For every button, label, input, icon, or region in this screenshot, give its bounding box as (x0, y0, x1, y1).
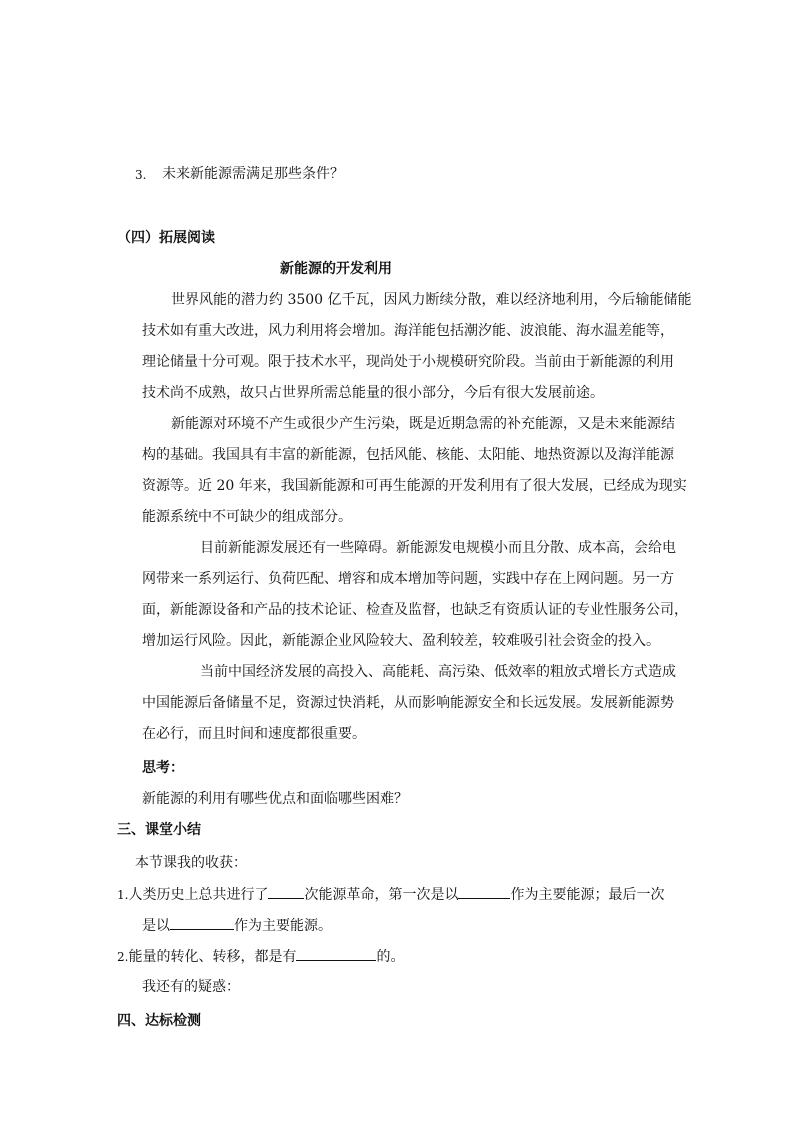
fill-blank-last-energy[interactable] (170, 915, 234, 930)
paragraph-line: 网带来一系列运行、负荷匹配、增容和成本增加等问题，实践中存在上网问题。另一方 (142, 571, 674, 587)
item-text: 次能源革命，第一次是以 (304, 887, 459, 903)
paragraph-line: 理论储量十分可观。限于技术水平，现尚处于小规模研究阶段。当前由于新能源的利用 (142, 354, 674, 370)
question-text: 未来新能源需满足那些条件？ (162, 166, 344, 182)
doubts-label: 我还有的疑惑： (142, 979, 240, 995)
paragraph-line: 构的基础。我国具有丰富的新能源，包括风能、核能、太阳能、地热资源以及海洋能源 (142, 447, 674, 463)
item-text: 是以 (142, 918, 170, 934)
section-heading-check: 四、达标检测 (117, 1013, 201, 1029)
item-text: 作为主要能源；最后一次 (510, 887, 665, 903)
paragraph-line: 技术如有重大改进，风力利用将会增加。海洋能包括潮汐能、波浪能、海水温差能等， (142, 323, 674, 339)
fill-blank-first-energy[interactable] (458, 884, 510, 899)
item-number: 1. (117, 888, 129, 902)
paragraph-line: 新能源对环境不产生或很少产生污染，既是近期急需的补充能源，又是未来能源结 (171, 416, 675, 432)
summary-item-1-continued (142, 915, 332, 936)
paragraph-line: 技术尚不成熟，故只占世界所需总能量的很小部分，今后有很大发展前途。 (142, 385, 604, 401)
paragraph-line: 世界风能的潜力约 3500 亿千瓦，因风力断续分散，难以经济地利用，今后输能储能 (171, 292, 692, 308)
item-number: 2. (117, 950, 129, 964)
paragraph-line: 增加运行风险。因此，新能源企业风险较大、盈利较差，较难吸引社会资金的投入。 (142, 633, 660, 649)
fill-blank-revolution-count[interactable] (268, 884, 304, 899)
paragraph-line: 能源系统中不可缺少的组成部分。 (142, 509, 352, 525)
paragraph-line: 目前新能源发展还有一些障碍。新能源发电规模小而且分散、成本高，会给电 (200, 540, 676, 556)
think-label: 思考： (142, 760, 184, 776)
paragraph-line: 面，新能源设备和产品的技术论证、检查及监督，也缺乏有资质认证的专业性服务公司， (142, 602, 688, 618)
question-number: 3. (135, 168, 147, 182)
summary-item-1 (117, 884, 664, 905)
think-question: 新能源的利用有哪些优点和面临哪些困难？ (142, 791, 408, 807)
item-text: 能量的转化、转移，都是有 (128, 949, 297, 965)
item-text: 的。 (376, 949, 405, 965)
item-text: 作为主要能源。 (234, 918, 332, 934)
paragraph-line: 资源等。近 20 年来，我国新能源和可再生能源的开发利用有了很大发展，已经成为现实 (142, 478, 687, 494)
paragraph-line: 中国能源后备储量不足，资源过快消耗，从而影响能源安全和长远发展。发展新能源势 (142, 695, 674, 711)
section-heading-summary: 三、课堂小结 (117, 822, 201, 838)
summary-item-2 (117, 946, 404, 967)
section-heading-extended-reading: （四）拓展阅读 (117, 230, 215, 246)
fill-blank-direction[interactable] (296, 946, 376, 961)
gains-label: 本节课我的收获： (135, 855, 247, 871)
paragraph-line: 在必行，而且时间和速度都很重要。 (142, 726, 366, 742)
paragraph-line: 当前中国经济发展的高投入、高能耗、高污染、低效率的粗放式增长方式造成 (200, 664, 676, 680)
article-title: 新能源的开发利用 (280, 261, 392, 277)
item-text: 人类历史上总共进行了 (128, 887, 269, 903)
